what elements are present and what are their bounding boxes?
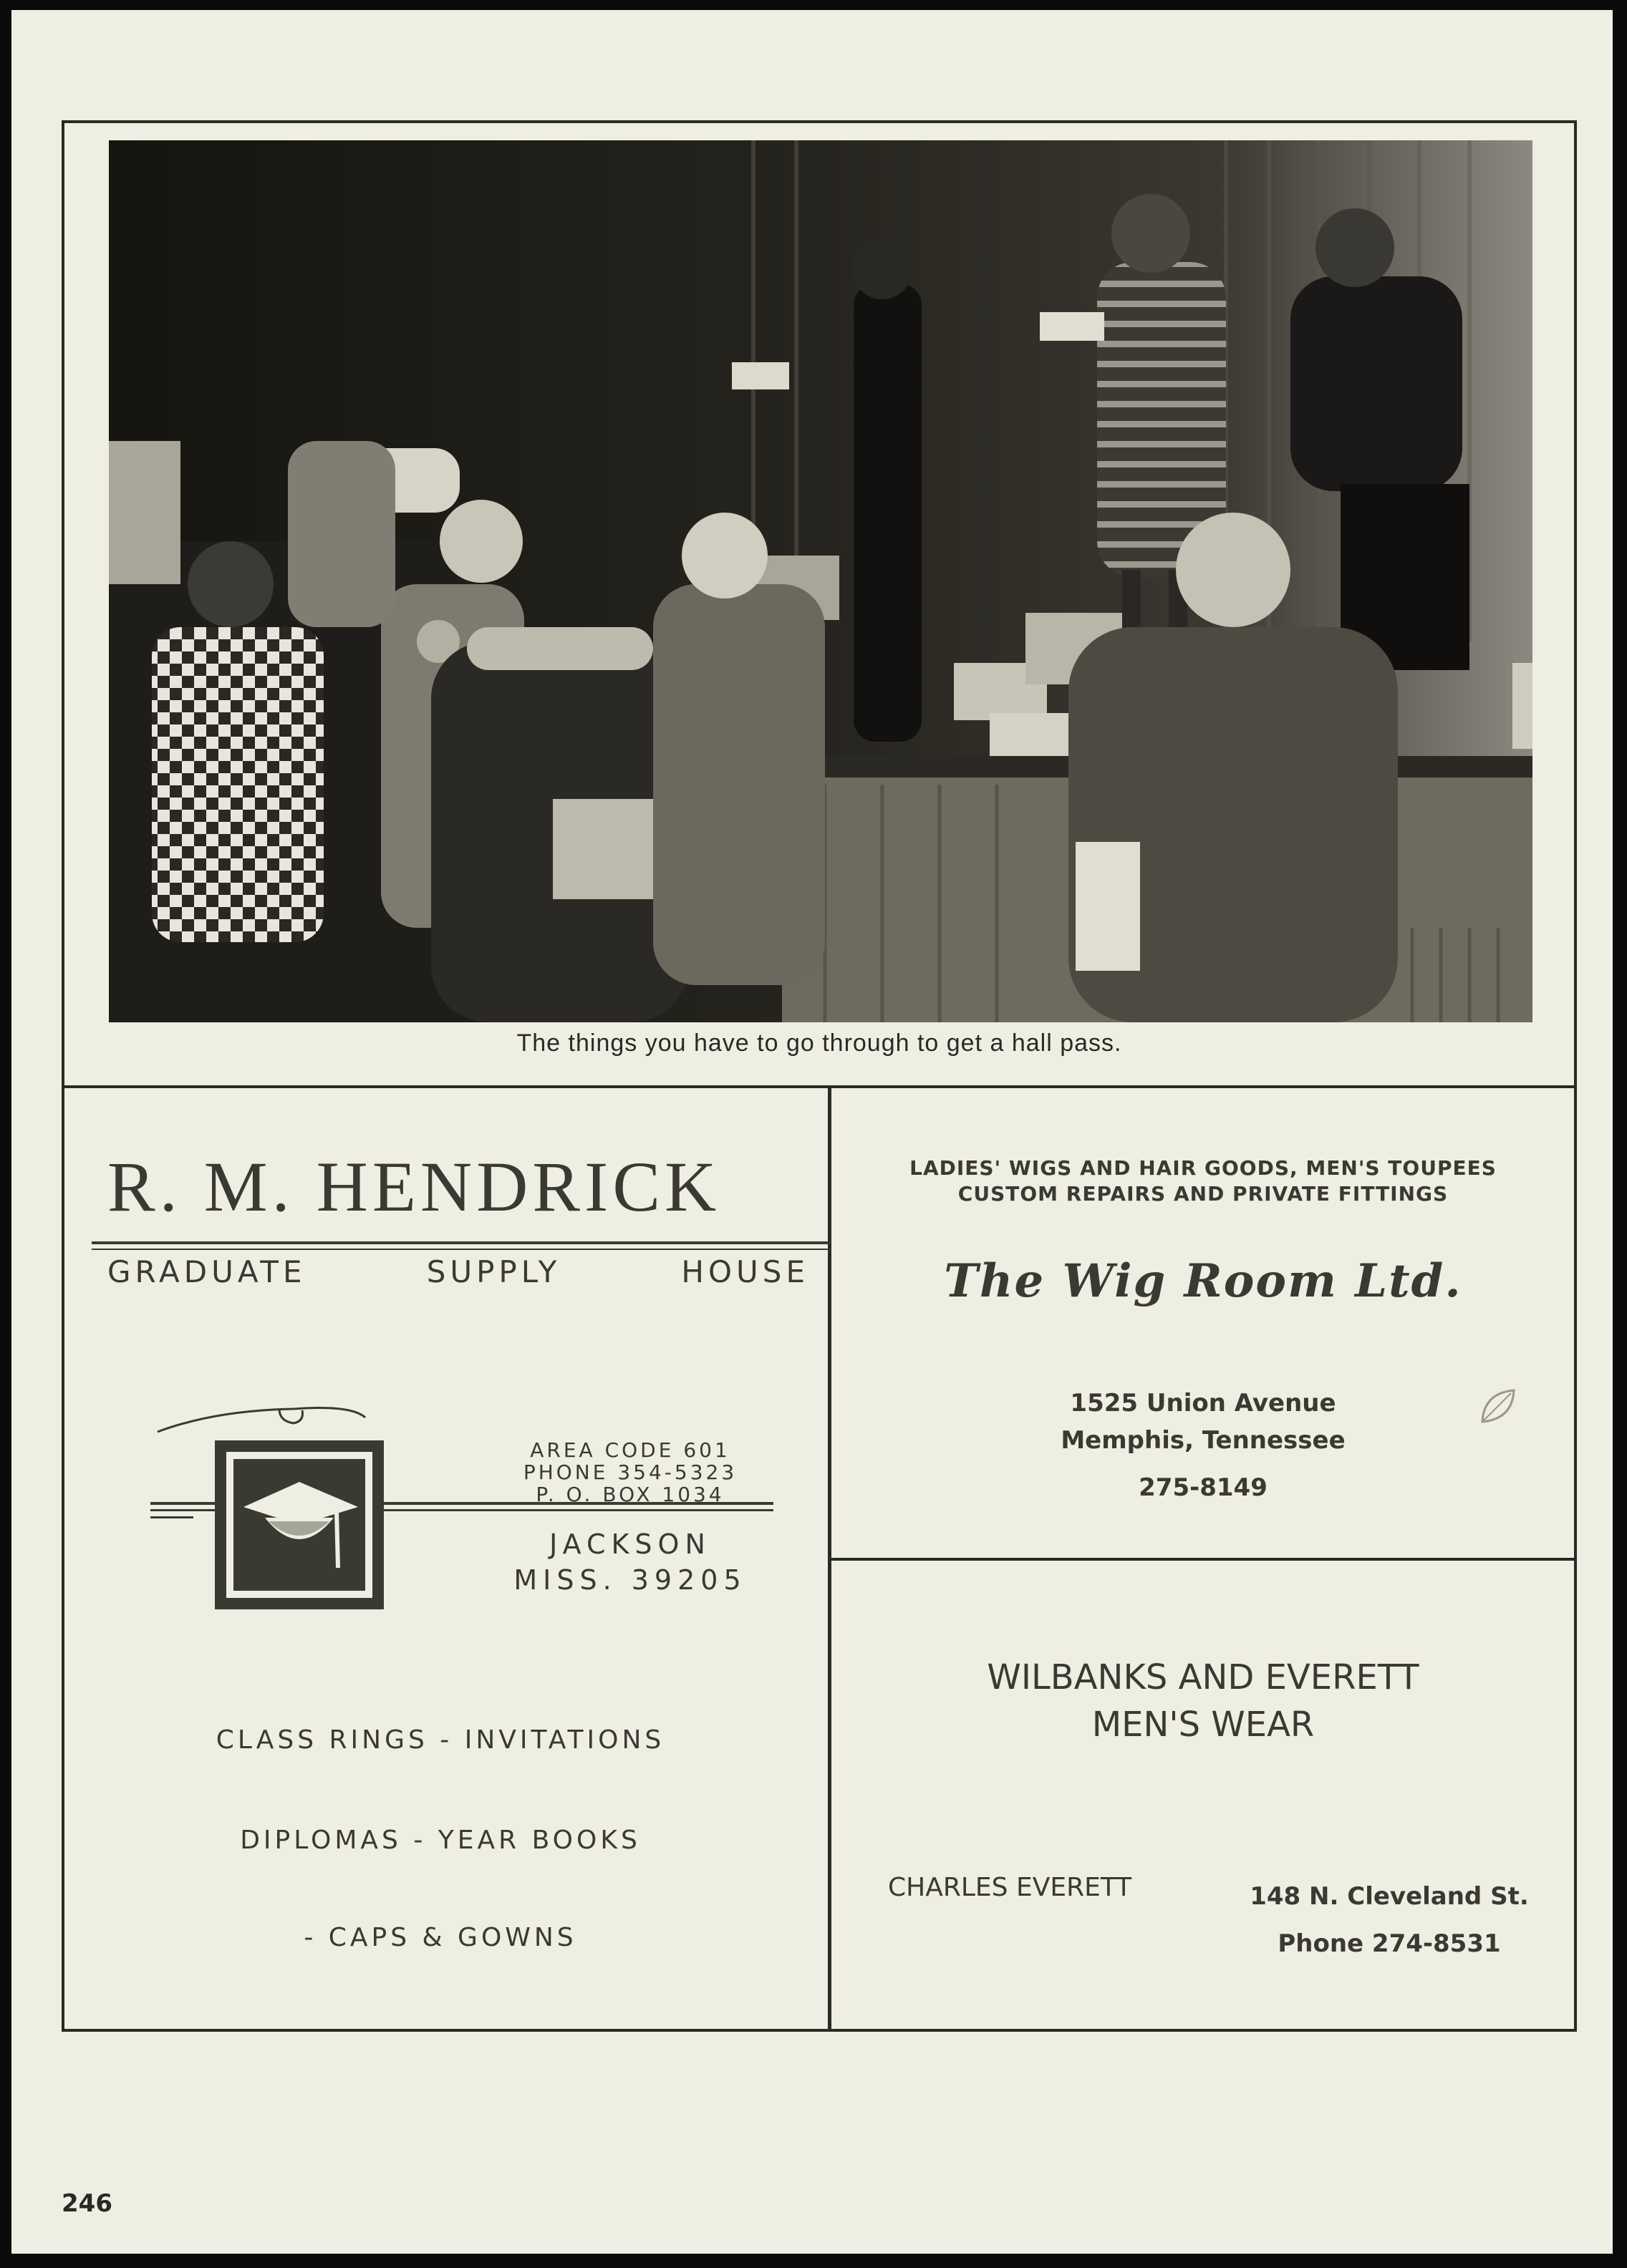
hendrick-po-box: P. O. BOX 1034 xyxy=(536,1483,725,1506)
wilbanks-address: 148 N. Cleveland St. xyxy=(1250,1882,1529,1911)
wilbanks-name-line-2: MEN'S WEAR xyxy=(1091,1705,1315,1745)
hendrick-title: R. M. HENDRICK xyxy=(107,1147,721,1226)
hendrick-subtitle-word-3: HOUSE xyxy=(681,1254,809,1289)
hendrick-service-3: - CAPS & GOWNS xyxy=(304,1923,577,1952)
hendrick-service-2: DIPLOMAS - YEAR BOOKS xyxy=(240,1826,641,1855)
hendrick-state-zip: MISS. 39205 xyxy=(513,1564,747,1596)
wilbanks-address-block xyxy=(1239,1873,1540,1967)
hendrick-rule-bottom xyxy=(92,1249,831,1250)
hendrick-subtitle-word-2: SUPPLY xyxy=(426,1254,561,1289)
wig-room-headline-line-1: LADIES' WIGS AND HAIR GOODS, MEN'S TOUPEES xyxy=(909,1156,1497,1180)
wig-room-address xyxy=(831,1385,1575,1459)
stage-photo xyxy=(109,140,1532,1022)
hendrick-city xyxy=(480,1526,781,1598)
wilbanks-name xyxy=(831,1654,1575,1748)
wig-room-name: The Wig Room Ltd. xyxy=(944,1254,1462,1308)
wilbanks-name-line-1: WILBANKS AND EVERETT xyxy=(987,1657,1419,1697)
photo-caption: The things you have to go through to get a hall pass. xyxy=(516,1029,1122,1057)
hendrick-subtitle xyxy=(107,1254,809,1289)
wilbanks-owner: CHARLES EVERETT xyxy=(888,1873,1132,1902)
page-number: 246 xyxy=(62,2189,112,2218)
hendrick-service-1: CLASS RINGS - INVITATIONS xyxy=(216,1725,665,1755)
wig-room-phone: 275-8149 xyxy=(1139,1473,1268,1502)
wig-room-headline xyxy=(831,1155,1575,1207)
hendrick-city-name: JACKSON xyxy=(549,1528,711,1560)
wilbanks-phone: Phone 274-8531 xyxy=(1278,1929,1501,1958)
leaf-icon xyxy=(1477,1385,1520,1428)
wig-room-street: 1525 Union Avenue xyxy=(1070,1389,1336,1418)
photo-ad-divider xyxy=(62,1085,1577,1088)
hendrick-contact xyxy=(480,1439,781,1506)
hendrick-area-code: AREA CODE 601 xyxy=(530,1438,730,1462)
hendrick-rule-top xyxy=(92,1241,831,1244)
wig-room-headline-line-2: CUSTOM REPAIRS AND PRIVATE FITTINGS xyxy=(957,1182,1449,1206)
hendrick-subtitle-word-1: GRADUATE xyxy=(107,1254,306,1289)
hendrick-phone: PHONE 354-5323 xyxy=(523,1460,738,1484)
right-ads-divider xyxy=(828,1558,1577,1561)
wig-room-city: Memphis, Tennessee xyxy=(1061,1426,1346,1455)
